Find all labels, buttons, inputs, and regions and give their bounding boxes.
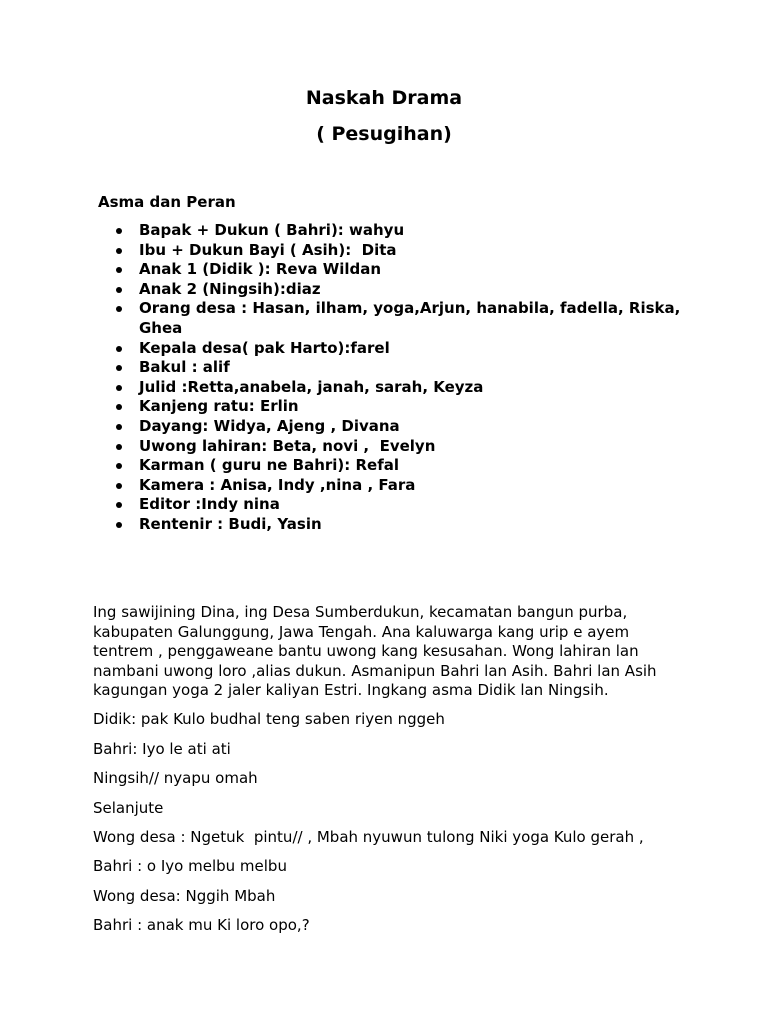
cast-item-text: Editor :Indy nina — [139, 495, 280, 514]
cast-item — [139, 417, 684, 437]
cast-item — [139, 437, 684, 457]
bullet-icon — [116, 522, 122, 528]
dialogue-line: Bahri : o Iyo melbu melbu — [93, 857, 287, 876]
dialogue-line: Bahri: Iyo le ati ati — [93, 739, 231, 758]
narration-line: kagungan yoga 2 jaler kaliyan Estri. Ingkang asma Didik lan Ningsih. — [93, 681, 609, 699]
bullet-icon — [116, 502, 122, 508]
cast-item-text: Julid :Retta,anabela, janah, sarah, Keyza — [139, 377, 484, 396]
document-subtitle: ( Pesugihan) — [316, 123, 452, 145]
bullet-icon — [116, 385, 122, 391]
cast-item-text: Dayang: Widya, Ajeng , Divana — [139, 416, 400, 435]
dialogue-line: Wong desa : Ngetuk pintu// , Mbah nyuwun tulong Niki yoga Kulo gerah , — [93, 827, 644, 846]
bullet-icon — [116, 248, 122, 254]
cast-item — [139, 299, 684, 338]
dialogue-line: Didik: pak Kulo budhal teng saben riyen nggeh — [93, 710, 445, 729]
bullet-icon — [116, 404, 122, 410]
cast-item — [139, 378, 684, 398]
cast-heading: Asma dan Peran — [98, 193, 236, 211]
bullet-icon — [116, 306, 122, 312]
dialogue-line: Wong desa: Nggih Mbah — [93, 886, 276, 905]
narration-line: kabupaten Galunggung, Jawa Tengah. Ana kaluwarga kang urip e ayem — [93, 622, 630, 641]
script-body — [93, 603, 733, 946]
cast-item-text: Ibu + Dukun Bayi ( Asih): Dita — [139, 240, 397, 259]
narration-paragraph — [93, 603, 733, 701]
bullet-icon — [116, 444, 122, 450]
document-title: Naskah Drama — [305, 87, 463, 109]
dialogue-line: Ningsih// nyapu omah — [93, 769, 258, 788]
cast-list — [139, 221, 684, 535]
narration-line: Ing sawijining Dina, ing Desa Sumberdukun, kecamatan bangun purba, — [93, 603, 628, 621]
cast-item — [139, 260, 684, 280]
cast-item — [139, 339, 684, 359]
bullet-icon — [116, 483, 122, 489]
bullet-icon — [116, 267, 122, 273]
cast-item — [139, 476, 684, 496]
cast-item — [139, 241, 684, 261]
cast-item-text: Rentenir : Budi, Yasin — [139, 514, 322, 533]
bullet-icon — [116, 287, 122, 293]
bullet-icon — [116, 463, 122, 469]
narration-line: nambani uwong loro ,alias dukun. Asmanipun Bahri lan Asih. Bahri lan Asih — [93, 661, 657, 680]
cast-item-text: Karman ( guru ne Bahri): Refal — [139, 456, 400, 475]
cast-item — [139, 280, 684, 300]
dialogue-line: Selanjute — [93, 798, 164, 817]
cast-item — [139, 221, 684, 241]
bullet-icon — [116, 346, 122, 352]
cast-item — [139, 397, 684, 417]
bullet-icon — [116, 424, 122, 430]
bullet-icon — [116, 365, 122, 371]
cast-item — [139, 495, 684, 515]
cast-item-text: Kanjeng ratu: Erlin — [139, 397, 299, 416]
cast-item-text: Bakul : alif — [139, 358, 230, 377]
cast-item-text: Uwong lahiran: Beta, novi , Evelyn — [139, 436, 436, 455]
cast-item-text: Orang desa : Hasan, ilham, yoga,Arjun, hanabila, fadella, Riska, Ghea — [139, 299, 686, 337]
cast-item-text: Anak 1 (Didik ): Reva Wildan — [139, 260, 382, 279]
cast-item — [139, 456, 684, 476]
cast-item-text: Kamera : Anisa, Indy ,nina , Fara — [139, 475, 416, 494]
narration-line: tentrem , penggaweane bantu uwong kang kesusahan. Wong lahiran lan — [93, 642, 639, 660]
cast-item-text: Bapak + Dukun ( Bahri): wahyu — [139, 221, 405, 239]
cast-item-text: Kepala desa( pak Harto):farel — [139, 338, 390, 357]
bullet-icon — [116, 228, 122, 234]
dialogue-line: Bahri : anak mu Ki loro opo,? — [93, 916, 310, 935]
cast-item-text: Anak 2 (Ningsih):diaz — [139, 279, 321, 298]
cast-item — [139, 358, 684, 378]
cast-item — [139, 515, 684, 535]
